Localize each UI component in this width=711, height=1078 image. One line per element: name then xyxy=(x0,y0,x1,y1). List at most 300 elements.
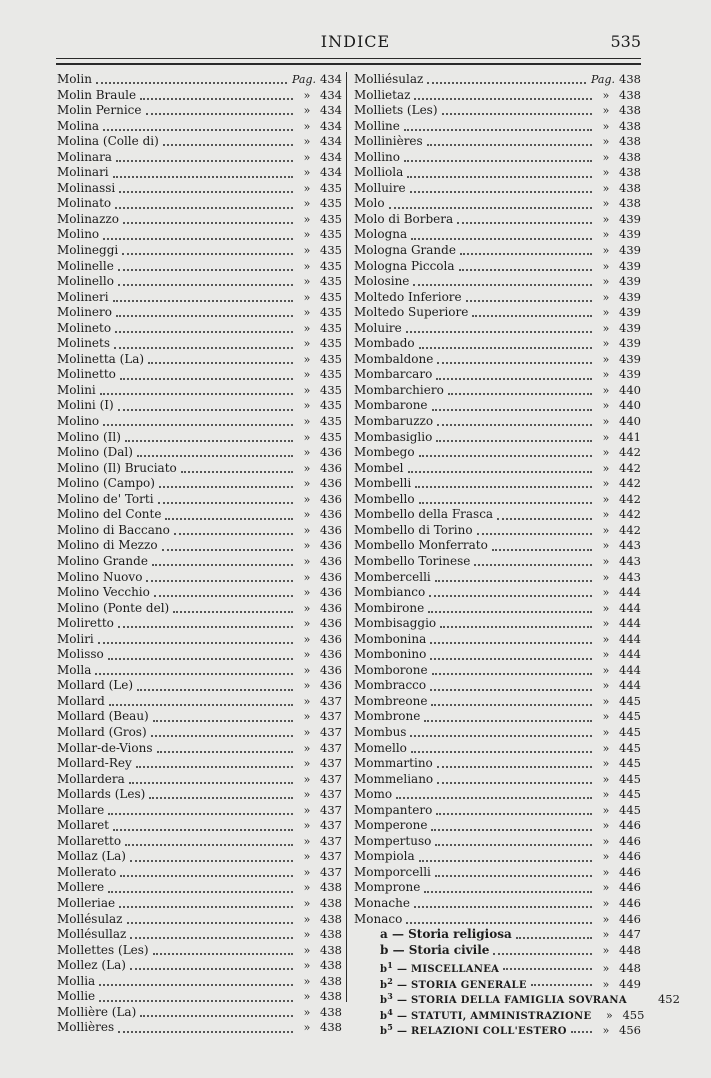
index-entry xyxy=(354,321,641,337)
entry-marker: Pag. xyxy=(291,73,316,86)
entry-name xyxy=(354,663,428,679)
entry-page-number: 445 xyxy=(619,787,641,802)
entry-page-number: 436 xyxy=(320,460,342,475)
entry-page-number: 434 xyxy=(320,118,342,133)
dot-leader xyxy=(109,703,293,706)
entry-page-number: 438 xyxy=(320,958,342,973)
index-entry xyxy=(57,165,342,181)
entry-name xyxy=(57,243,118,259)
entry-name xyxy=(354,150,400,166)
entry-page-number: 434 xyxy=(320,87,342,102)
entry-label: Mombado xyxy=(354,336,415,351)
dot-leader xyxy=(120,874,293,877)
dot-leader xyxy=(125,843,293,846)
entry-label: Mombus xyxy=(354,724,407,739)
entry-page-number: 434 xyxy=(320,149,342,164)
dot-leader xyxy=(436,812,592,815)
entry-label: Molino di Baccano xyxy=(57,522,170,537)
entry-name xyxy=(57,150,112,166)
index-entry xyxy=(354,772,641,788)
index-entry xyxy=(57,834,342,850)
entry-page-number: 439 xyxy=(619,274,641,289)
entry-marker: » xyxy=(303,275,311,289)
entry-page-number: 437 xyxy=(320,787,342,802)
entry-page-number: 435 xyxy=(320,336,342,351)
entry-page-number: 444 xyxy=(619,616,641,631)
index-entry xyxy=(354,927,641,943)
entry-label: Molini xyxy=(57,382,96,397)
entry-page-number: 436 xyxy=(320,507,342,522)
dot-leader xyxy=(427,143,592,146)
entry-label: Mombracco xyxy=(354,678,427,693)
entry-marker: » xyxy=(602,617,610,631)
entry-page-number: 446 xyxy=(619,864,641,879)
index-entry xyxy=(57,989,342,1005)
entry-page-number: 435 xyxy=(320,367,342,382)
entry-page-number: 442 xyxy=(619,522,641,537)
entry-marker: » xyxy=(303,865,311,879)
entry-marker: » xyxy=(602,694,610,708)
dot-leader xyxy=(414,905,592,908)
entry-marker: » xyxy=(602,788,610,802)
entry-prefix: b xyxy=(380,979,388,991)
index-entry xyxy=(57,818,342,834)
index-entry xyxy=(57,212,342,228)
entry-label: Momello xyxy=(354,740,407,755)
entry-marker: » xyxy=(602,757,610,771)
entry-label: Mombello di Torino xyxy=(354,522,473,537)
entry-superscript: 2 xyxy=(387,975,394,986)
entry-label: Molinetto xyxy=(57,367,116,382)
entry-marker: » xyxy=(602,819,610,833)
dot-leader xyxy=(410,190,592,193)
dot-leader xyxy=(108,890,293,893)
entry-name xyxy=(57,989,95,1005)
dot-leader xyxy=(95,672,293,675)
index-entry xyxy=(354,943,641,959)
entry-marker: » xyxy=(303,1021,311,1035)
dot-leader xyxy=(437,361,592,364)
dot-leader xyxy=(113,299,293,302)
entry-label: Molinara xyxy=(57,149,112,164)
header-rule-thin xyxy=(56,58,641,59)
entry-name xyxy=(57,663,91,679)
entry-marker: » xyxy=(602,508,610,522)
entry-page-number: 438 xyxy=(320,989,342,1004)
entry-name xyxy=(354,678,426,694)
index-entry xyxy=(57,570,342,586)
entry-page-number: 437 xyxy=(320,833,342,848)
entry-name xyxy=(57,165,109,181)
entry-page-number: 444 xyxy=(619,600,641,615)
dot-leader xyxy=(474,563,592,566)
index-entry xyxy=(354,476,641,492)
entry-name xyxy=(57,492,154,508)
entry-page-number: 436 xyxy=(320,631,342,646)
dot-leader xyxy=(120,377,293,380)
entry-marker: » xyxy=(303,741,311,755)
index-entry xyxy=(354,383,641,399)
entry-page-number: 439 xyxy=(619,289,641,304)
dot-leader xyxy=(140,97,293,100)
entry-label: Monaco xyxy=(354,911,403,926)
entry-marker: » xyxy=(602,601,610,615)
entry-page-number: 434 xyxy=(320,72,342,86)
entry-page-number: 440 xyxy=(619,414,641,429)
entry-name xyxy=(354,445,415,461)
entry-name xyxy=(57,896,115,912)
entry-label: Mommeliano xyxy=(354,771,434,786)
entry-name xyxy=(354,616,436,632)
dot-leader xyxy=(118,625,293,628)
entry-marker: » xyxy=(602,477,610,491)
entry-marker: » xyxy=(602,352,610,366)
entry-name xyxy=(57,756,132,772)
dot-leader xyxy=(436,439,592,442)
entry-label: Mombelli xyxy=(354,476,412,491)
entry-name xyxy=(57,336,110,352)
entry-page-number: 438 xyxy=(320,1020,342,1035)
dot-leader xyxy=(503,967,592,970)
entry-label: Molino di Mezzo xyxy=(57,538,158,553)
entry-name xyxy=(354,694,427,710)
index-entry xyxy=(354,212,641,228)
entry-marker: » xyxy=(303,663,311,677)
entry-page-number: 449 xyxy=(619,976,641,991)
entry-name xyxy=(354,321,402,337)
index-entry xyxy=(354,1020,641,1036)
index-entry xyxy=(354,554,641,570)
dot-leader xyxy=(99,983,293,986)
index-entry xyxy=(57,150,342,166)
entry-name xyxy=(354,165,403,181)
entry-marker: » xyxy=(303,368,311,382)
entry-page-number: 444 xyxy=(619,662,641,677)
entry-label: Molisso xyxy=(57,647,104,662)
index-entry xyxy=(57,507,342,523)
entry-marker: » xyxy=(602,275,610,289)
entry-label: Mombirone xyxy=(354,600,425,615)
index-entry xyxy=(354,259,641,275)
entry-label: Molineri xyxy=(57,289,109,304)
entry-marker: » xyxy=(303,523,311,537)
entry-label: Mollard xyxy=(57,693,105,708)
entry-marker: » xyxy=(602,430,610,444)
entry-name xyxy=(57,974,95,990)
entry-label: Molinazzo xyxy=(57,211,119,226)
entry-page-number: 435 xyxy=(320,320,342,335)
entry-label: Molin Braule xyxy=(57,87,137,102)
dot-leader xyxy=(430,657,592,660)
entry-name xyxy=(354,103,438,119)
entry-label: Mollards (Les) xyxy=(57,787,146,802)
entry-label: Molino xyxy=(57,414,100,429)
entry-marker: » xyxy=(602,772,610,786)
entry-label: Molin Pernice xyxy=(57,103,142,118)
entry-name xyxy=(354,134,423,150)
entry-marker: » xyxy=(303,383,311,397)
entry-label: Molina (Colle di) xyxy=(57,134,159,149)
index-entry xyxy=(354,570,641,586)
entry-page-number: 443 xyxy=(619,538,641,553)
entry-label: Molino (Il) Bruciato xyxy=(57,460,177,475)
dot-leader xyxy=(130,936,293,939)
entry-label: — STATUTI, AMMINISTRAZIONE xyxy=(393,1010,592,1022)
entry-name xyxy=(354,492,415,508)
entry-page-number: 438 xyxy=(320,942,342,957)
entry-page-number: 437 xyxy=(320,818,342,833)
entry-label: Mombello Monferrato xyxy=(354,538,488,553)
entry-label: Molino (Campo) xyxy=(57,476,155,491)
entry-page-number: 435 xyxy=(320,398,342,413)
entry-label: Molineggi xyxy=(57,243,119,258)
index-entry xyxy=(354,352,641,368)
dot-leader xyxy=(493,952,592,955)
entry-label: Momporcelli xyxy=(354,864,431,879)
entry-name xyxy=(354,507,493,523)
entry-page-number: 438 xyxy=(320,927,342,942)
entry-label: Mollaz (La) xyxy=(57,849,126,864)
entry-marker: » xyxy=(303,446,311,460)
dot-leader xyxy=(404,128,592,131)
index-entry xyxy=(354,663,641,679)
index-entry xyxy=(354,72,641,88)
dot-leader xyxy=(113,828,293,831)
index-entry xyxy=(354,741,641,757)
entry-name xyxy=(354,601,424,617)
entry-label: Mombarcaro xyxy=(354,367,433,382)
entry-name xyxy=(354,554,470,570)
entry-name xyxy=(57,134,159,150)
entry-marker: » xyxy=(602,166,610,180)
entry-name xyxy=(57,227,99,243)
entry-marker: » xyxy=(602,943,610,957)
entry-name xyxy=(354,414,433,430)
entry-page-number: 447 xyxy=(619,927,641,942)
dot-leader xyxy=(457,221,592,224)
index-entry xyxy=(354,585,641,601)
dot-leader xyxy=(137,454,293,457)
index-entry xyxy=(57,259,342,275)
dot-leader xyxy=(122,252,293,255)
entry-marker: » xyxy=(303,617,311,631)
index-entry xyxy=(354,119,641,135)
index-entry xyxy=(57,181,342,197)
entry-label: Molosine xyxy=(354,274,410,289)
index-entry xyxy=(57,134,342,150)
index-entry xyxy=(57,880,342,896)
entry-label: Mollerato xyxy=(57,864,117,879)
index-entry xyxy=(354,181,641,197)
entry-name xyxy=(57,461,177,477)
entry-name xyxy=(354,196,385,212)
entry-marker: » xyxy=(303,679,311,693)
entry-superscript: 5 xyxy=(387,1022,394,1033)
entry-page-number: 436 xyxy=(320,647,342,662)
entry-label: Momperone xyxy=(354,818,428,833)
entry-marker: » xyxy=(303,788,311,802)
entry-page-number: 436 xyxy=(320,538,342,553)
entry-page-number: 435 xyxy=(320,211,342,226)
entry-marker: » xyxy=(602,228,610,242)
entry-name xyxy=(57,709,149,725)
index-entry xyxy=(354,725,641,741)
entry-label: Mollardera xyxy=(57,771,125,786)
entry-name xyxy=(354,181,406,197)
entry-marker: » xyxy=(303,88,311,102)
entry-label: Mombego xyxy=(354,445,415,460)
entry-label: Mollésulaz xyxy=(57,911,123,926)
dot-leader xyxy=(408,470,592,473)
entry-superscript: 1 xyxy=(387,960,394,971)
entry-label: Mollaretto xyxy=(57,833,122,848)
entry-page-number: 436 xyxy=(320,662,342,677)
index-entry xyxy=(354,694,641,710)
entry-label: Mombianco xyxy=(354,585,426,600)
dot-leader xyxy=(162,548,293,551)
dot-leader xyxy=(98,641,293,644)
entry-label: Monache xyxy=(354,895,410,910)
entry-marker: » xyxy=(303,803,311,817)
entry-marker: » xyxy=(303,244,311,258)
entry-label: Mollinières xyxy=(354,134,423,149)
entry-page-number: 435 xyxy=(320,258,342,273)
entry-page-number: 439 xyxy=(619,336,641,351)
entry-page-number: 435 xyxy=(320,351,342,366)
entry-page-number: 445 xyxy=(619,724,641,739)
dot-leader xyxy=(118,1030,293,1033)
entry-marker: » xyxy=(602,181,610,195)
entry-page-number: 446 xyxy=(619,880,641,895)
index-entry xyxy=(57,1020,342,1036)
index-entry xyxy=(57,741,342,757)
entry-page-number: 437 xyxy=(320,740,342,755)
entry-marker: » xyxy=(303,119,311,133)
index-entry xyxy=(354,538,641,554)
entry-page-number: 436 xyxy=(320,616,342,631)
entry-name xyxy=(354,119,400,135)
dot-leader xyxy=(116,314,293,317)
entry-name xyxy=(57,554,148,570)
entry-name xyxy=(57,616,114,632)
dot-leader xyxy=(435,874,592,877)
entry-marker: » xyxy=(303,834,311,848)
entry-label: — MISCELLANEA xyxy=(393,964,500,976)
dot-leader xyxy=(411,237,592,240)
entry-page-number: 437 xyxy=(320,864,342,879)
entry-label: Mombisaggio xyxy=(354,616,437,631)
entry-label: Molinetta (La) xyxy=(57,351,145,366)
entry-label: Mombarchiero xyxy=(354,382,444,397)
entry-page-number: 435 xyxy=(320,196,342,211)
entry-page-number: 435 xyxy=(320,243,342,258)
entry-marker: » xyxy=(602,912,610,926)
entry-marker: » xyxy=(303,415,311,429)
entry-name xyxy=(57,834,121,850)
entry-label: Momborone xyxy=(354,662,428,677)
dot-leader xyxy=(118,408,293,411)
index-entry xyxy=(354,290,641,306)
dot-leader xyxy=(153,952,293,955)
entry-label: Molo di Borbera xyxy=(354,211,454,226)
entry-marker: » xyxy=(303,990,311,1004)
entry-label: Molinassi xyxy=(57,180,116,195)
dot-leader xyxy=(460,252,592,255)
entry-name xyxy=(354,912,402,928)
entry-label: Molluire xyxy=(354,180,406,195)
entry-marker: » xyxy=(602,803,610,817)
entry-name xyxy=(57,103,142,119)
index-entry xyxy=(57,336,342,352)
entry-page-number: 437 xyxy=(320,849,342,864)
entry-label: Mologna Piccola xyxy=(354,258,455,273)
entry-marker: » xyxy=(602,725,610,739)
index-entry xyxy=(354,865,641,881)
entry-label: — STORIA GENERALE xyxy=(393,979,527,991)
entry-name xyxy=(57,523,170,539)
index-entry xyxy=(354,134,641,150)
entry-label: Mombreone xyxy=(354,693,428,708)
index-entry xyxy=(354,1005,645,1022)
entry-label: Mombrone xyxy=(354,709,421,724)
index-entry xyxy=(354,150,641,166)
entry-page-number: 446 xyxy=(619,833,641,848)
entry-name xyxy=(57,912,123,928)
index-entry xyxy=(354,647,641,663)
entry-label: Molini (I) xyxy=(57,398,114,413)
entry-page-number: 456 xyxy=(619,1023,641,1038)
dot-leader xyxy=(136,765,293,768)
entry-marker: Pag. xyxy=(590,73,615,86)
dot-leader xyxy=(436,377,592,380)
entry-name xyxy=(354,476,411,492)
index-entry xyxy=(354,756,641,772)
entry-name xyxy=(57,72,92,88)
index-entry xyxy=(57,72,342,88)
entry-name xyxy=(57,632,94,648)
entry-name xyxy=(57,398,114,414)
dot-leader xyxy=(163,143,293,146)
entry-name xyxy=(57,849,126,865)
dot-leader xyxy=(123,221,293,224)
index-entry xyxy=(354,787,641,803)
dot-leader xyxy=(428,610,592,613)
entry-marker: » xyxy=(303,694,311,708)
entry-page-number: 438 xyxy=(619,118,641,133)
entry-label: Mollare xyxy=(57,802,105,817)
index-entry xyxy=(57,430,342,446)
entry-name xyxy=(57,383,96,399)
entry-marker: » xyxy=(602,461,610,475)
entry-page-number: 438 xyxy=(320,973,342,988)
dot-leader xyxy=(158,501,293,504)
entry-name xyxy=(354,367,432,383)
entry-label: b — Storia civile xyxy=(380,942,490,957)
entry-page-number: 434 xyxy=(320,103,342,118)
entry-name xyxy=(354,570,431,586)
entry-name xyxy=(57,585,150,601)
entry-marker: » xyxy=(602,135,610,149)
entry-label: Mombel xyxy=(354,460,404,475)
entry-label: Mollaret xyxy=(57,818,110,833)
entry-name xyxy=(57,196,111,212)
entry-label: Molliola xyxy=(354,165,404,180)
entry-label: Mombello Torinese xyxy=(354,553,471,568)
dot-leader xyxy=(435,579,592,582)
index-entry xyxy=(57,476,342,492)
entry-name xyxy=(57,212,119,228)
entry-name xyxy=(354,243,456,259)
